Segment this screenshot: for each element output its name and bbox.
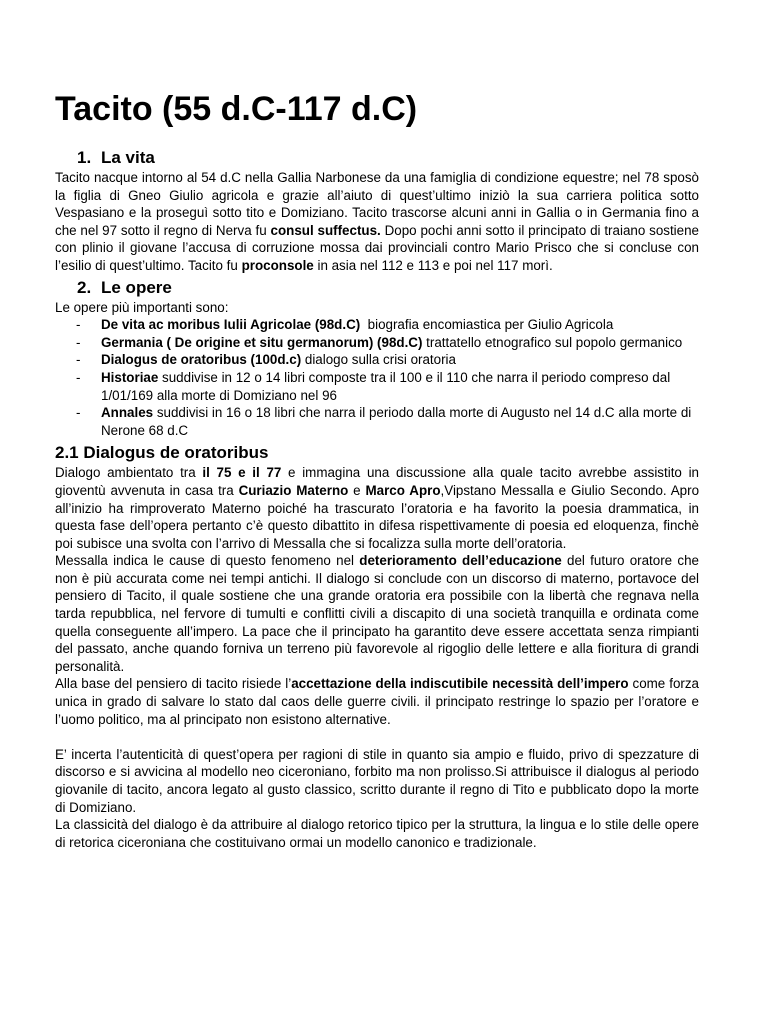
list-item: - De vita ac moribus Iulii Agricolae (98d.C) biografia encomiastica per Giulio Agricola: [76, 317, 614, 333]
paragraph-vita: Tacito nacque intorno al 54 d.C nella Gallia Narbonese da una famiglia di condizione equestre; nel 78 sposò la figlia di Gneo Giulio agricola e grazie all’aiuto di quest’ultimo iniziò la sua carriera politica sotto Vespasiano e la proseguì sotto tito e Domiziano. Tacito trascorse alcuni anni in Gallia o in Germania fino a che nel 97 sotto il regno di Nerva fu consul suffectus. Dopo pochi anni sotto il principato di traiano sostiene con plinio il giovane l’accusa di corruzione mossa dai provinciali contro Mario Prisco che si concluse con l’esilio di quest’ultimo. Tacito fu proconsole in asia nel 112 e 113 e poi nel 117 morì.: [55, 170, 700, 273]
list-item: - Historiae suddivise in 12 o 14 libri composte tra il 100 e il 110 che narra il periodo compreso dal 1/01/169 alla morte di Domiziano nel 96: [76, 369, 671, 403]
section-title: Le opere: [101, 277, 172, 297]
paragraph-dialogus-2: Messalla indica le cause di questo fenomeno nel deterioramento dell’educazione del futuro oratore che non è più accurata come nei tempi antichi. Il dialogo si conclude con un discorso di materno, portavoce del pensiero di Tacito, il quale sostiene che una grande oratoria era possibile con la libertà che regnava nella tarda repubblica, nel fervore di tumulti e conflitti civili a discapito di una società tranquilla e ordinata come quella conseguente all’impero. La pace che il principato ha garantito deve essere accettata senza rimpianti del passato, anche quando forniva un terreno più favorevole al rigoglio delle lettere e alla fioritura di grandi personalità.: [55, 553, 700, 674]
list-item: - Annales suddivisi in 16 o 18 libri che narra il periodo dalla morte di Augusto nel 14 d.C alla morte di Nerone 68 d.C: [76, 405, 692, 438]
list-item: - Dialogus de oratoribus (100d.c) dialogo sulla crisi oratoria: [76, 352, 456, 368]
paragraph-dialogus-3: Alla base del pensiero di tacito risiede l’accettazione della indiscutibile necessità dell’impero come forza unica in grado di salvare lo stato dal caos delle guerre civili. il principato restringe lo spazio per l’oratore e l’uomo politico, ma al principato non esistono alternative.: [55, 676, 699, 727]
paragraph-dialogus-1: Dialogo ambientato tra il 75 e il 77 e immagina una discussione alla quale tacito avrebbe assistito in gioventù avvenuta in casa tra Curiazio Materno e Marco Apro,Vipstano Messalla e Giulio Secondo. Apro all’inizio ha rimproverato Materno poiché ha trascurato l’oratoria e ha favorito la poesia drammatica, in questa fase dell’opera pertanto c’è questo dibattito in difesa rispettivamente di poesia ed eloquenza, finchè poi subisce una svolta con l’arrivo di Messalla che si focalizza sulla morte dell’oratoria.: [55, 465, 700, 551]
list-item: - Germania ( De origine et situ germanorum) (98d.C) trattatello etnografico sul popolo germanico: [76, 334, 683, 350]
section-number: 1.: [77, 148, 92, 167]
section-number: 2.: [77, 277, 92, 297]
section-heading-vita: [55, 147, 699, 169]
paragraph-dialogus-5: La classicità del dialogo è da attribuire al dialogo retorico tipico per la struttura, la lingua e lo stile delle opere di retorica ciceroniana che costituivano ormai un modello canonico e tradizionale.: [55, 817, 699, 850]
section-heading-opere: [55, 277, 699, 299]
page-title: Tacito (55 d.C-117 d.C): [55, 90, 418, 128]
section-title: La vita: [101, 148, 155, 167]
section-heading-dialogus: 2.1 Dialogus de oratoribus: [55, 443, 269, 463]
opere-list: [55, 316, 699, 439]
opere-intro: Le opere più importanti sono:: [55, 299, 229, 315]
document-content: [55, 88, 699, 851]
paragraph-dialogus-4: E’ incerta l’autenticità di quest’opera per ragioni di stile in quanto sia ampio e fluido, privo di spezzature di discorso e si avvicina al modello neo ciceroniano, forbito ma non prolisso.Si attribuisce il dialogus al periodo giovanile di tacito, ancora legato al gusto classico, scritto durante il regno di Tito e pubblicato dopo la morte di Domiziano.: [55, 746, 699, 815]
